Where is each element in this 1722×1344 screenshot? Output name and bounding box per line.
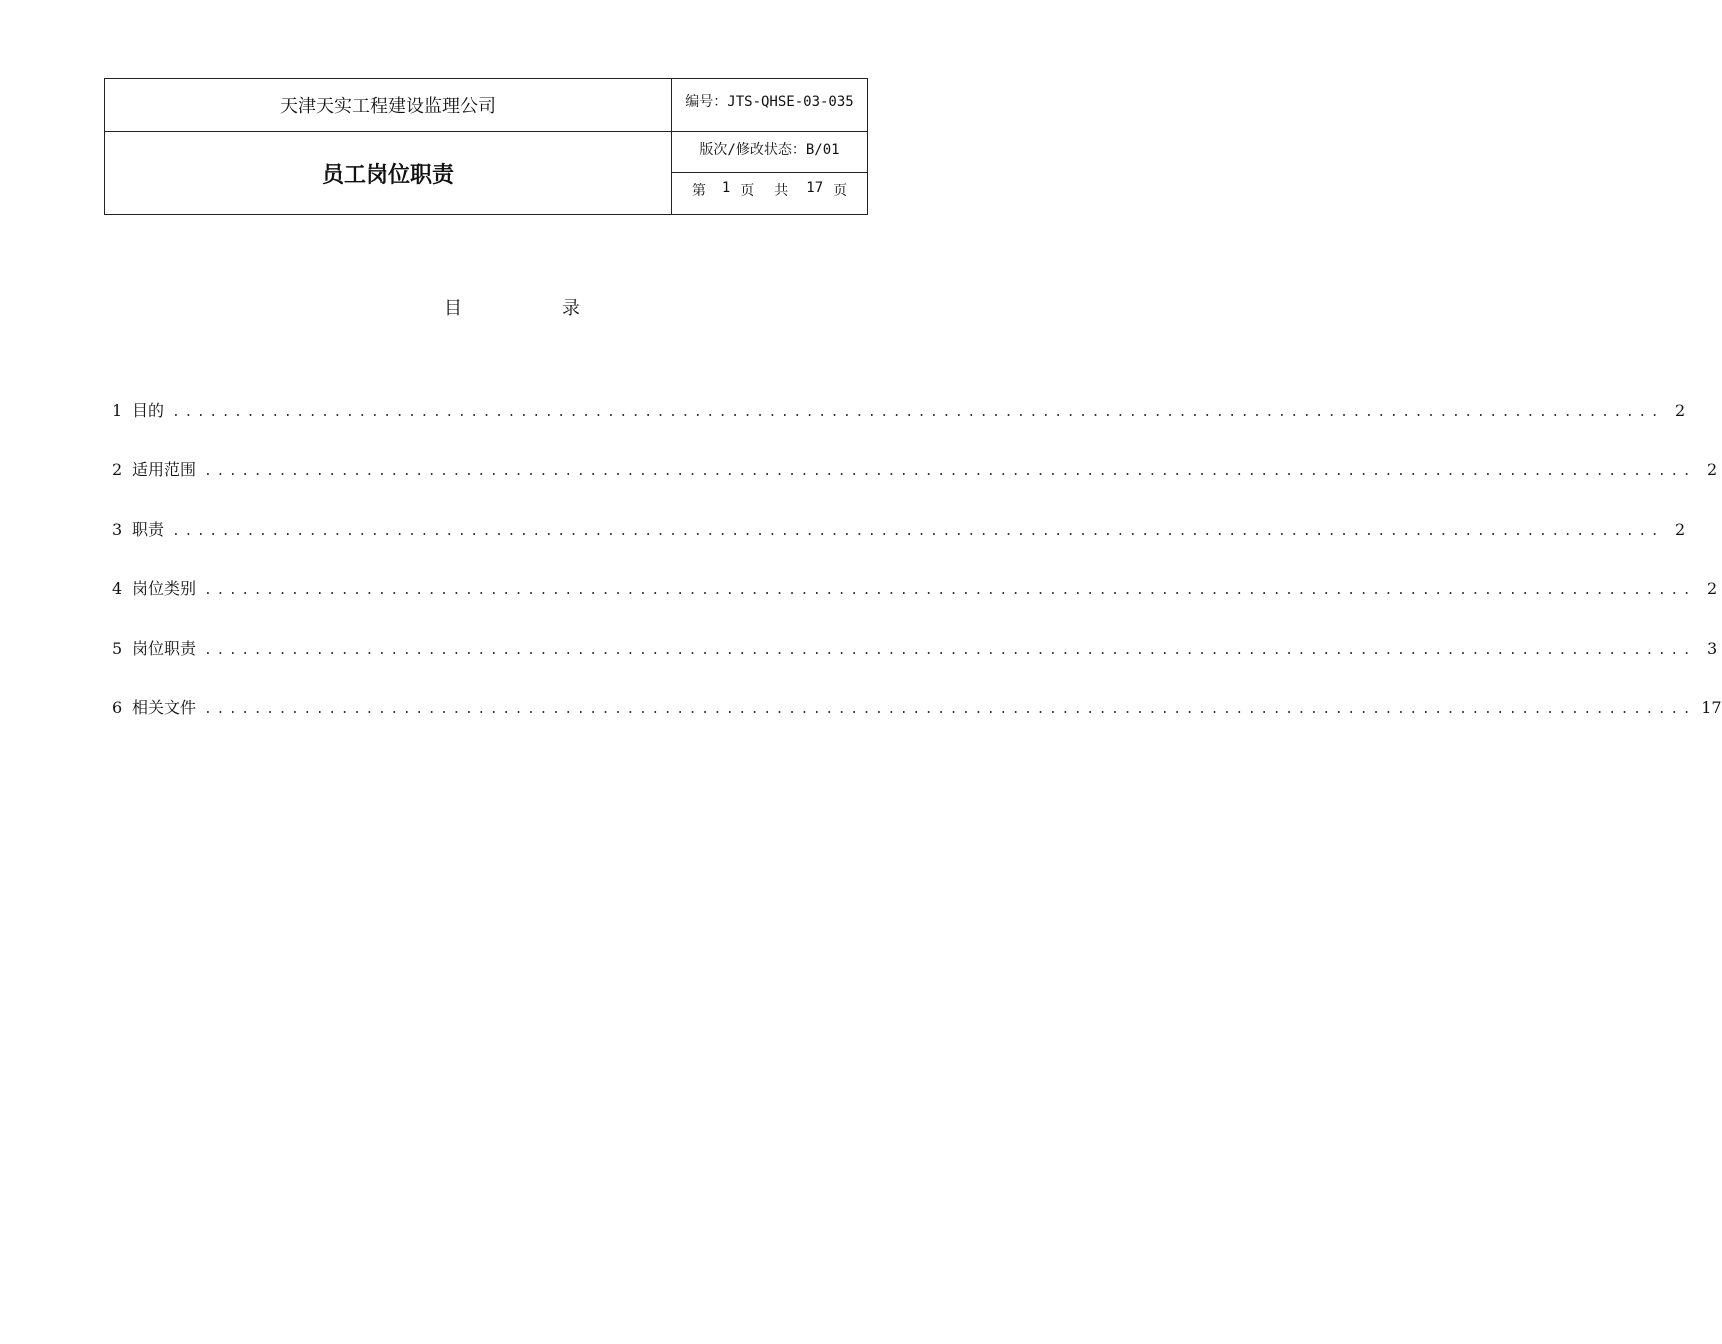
toc-item[interactable] — [112, 398, 1686, 457]
toc-leader-dots: ........................................................................................................................ — [172, 523, 1664, 539]
page-suffix: 页 — [833, 183, 848, 199]
page-current: 1 — [721, 180, 731, 196]
toc-item-page: 2 — [1707, 579, 1718, 599]
toc-item-label: 职责 — [132, 519, 165, 539]
toc-item-page: 3 — [1707, 638, 1718, 658]
toc-item[interactable] — [112, 576, 1718, 635]
toc-heading — [444, 294, 580, 320]
page-number — [672, 173, 867, 214]
document-title: 员工岗位职责 — [105, 132, 672, 214]
toc-leader-dots: ........................................................................................................................ — [204, 642, 1696, 658]
page-prefix: 第 — [691, 183, 706, 199]
toc-leader-dots: ........................................................................................................................ — [172, 405, 1664, 420]
toc-item[interactable] — [112, 457, 1718, 516]
toc-leader-dots: ........................................................................................................................ — [204, 583, 1696, 599]
toc-item-page: 17 — [1701, 697, 1722, 717]
toc-leader-dots: ........................................................................................................................ — [204, 464, 1696, 480]
toc-item-label: 相关文件 — [132, 697, 197, 717]
toc-item-label: 岗位职责 — [132, 638, 197, 658]
version-status: 版次/修改状态：B/01 — [672, 132, 867, 173]
toc-item-page: 2 — [1675, 401, 1686, 420]
toc-item-number: 2 — [112, 460, 123, 480]
toc-item-number: 1 — [112, 401, 123, 420]
toc-item-number: 5 — [112, 638, 123, 658]
page-total-prefix: 共 — [774, 183, 789, 199]
toc-item-number: 3 — [112, 519, 123, 539]
toc-item[interactable] — [112, 636, 1718, 695]
toc-heading-char-2: 录 — [562, 298, 580, 319]
toc-heading-char-1: 目 — [444, 298, 462, 319]
page-mid: 页 — [740, 183, 755, 199]
toc-item-label: 岗位类别 — [132, 579, 197, 599]
toc-item-number: 6 — [112, 697, 123, 717]
toc-item-label: 目的 — [132, 401, 165, 420]
toc-item-number: 4 — [112, 579, 123, 599]
toc-item-page: 2 — [1675, 519, 1686, 539]
document-header-table — [104, 78, 868, 215]
company-name: 天津天实工程建设监理公司 — [105, 79, 672, 132]
toc-item[interactable] — [112, 517, 1686, 576]
toc-leader-dots: ........................................................................................................................ — [204, 701, 1696, 717]
toc-item[interactable] — [112, 695, 1722, 754]
table-of-contents — [112, 398, 1722, 754]
toc-item-page: 2 — [1707, 460, 1718, 480]
toc-item-label: 适用范围 — [132, 460, 197, 480]
document-code: 编号：JTS-QHSE-03-035 — [672, 79, 867, 132]
page-total: 17 — [806, 180, 824, 196]
